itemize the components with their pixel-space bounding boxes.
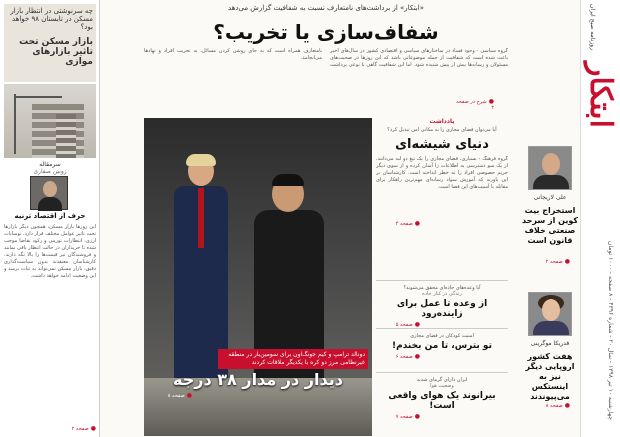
author-name: زوبین صفاری — [33, 168, 67, 175]
story-headline[interactable]: از وعده تا عمل برای زاینده‌رود — [396, 299, 488, 319]
story-item — [376, 328, 508, 361]
story-body: گروه فرهنگ - بسیاری، فضای مجازی را یک تیغ دو لبه می‌دانند. از یک سو دسترسی به اطلاعات را آسان کرده و از سوی دیگر حریم خصوصی افراد را به خطر انداخته است. کارشناسان بر این باورند که آموزش سواد رسانه‌ای مهم‌ترین راهکار برای مقابله با آسیب‌های این فضا است. — [376, 156, 508, 190]
inner-column — [376, 118, 508, 436]
newspaper-logo: ابتکار — [583, 62, 618, 128]
page-badge[interactable]: ● صفحه ۶ — [380, 353, 420, 361]
story-headline[interactable]: دنیای شیشه‌ای — [395, 137, 489, 152]
story-kicker: ایران دارای گرمای شدید — [416, 377, 468, 383]
mogherini-photo — [528, 292, 572, 336]
housing-story — [4, 4, 96, 82]
headline-instex[interactable]: هفت کشور اروپایی دیگر نیز به اینستکس می‌پیوندند — [525, 352, 575, 401]
page-badge[interactable]: ● صفحه ۸ — [530, 402, 570, 410]
top-story-kicker: «ابتکار» از برداشت‌های نامتعارف نسبت به شفافیت گزارش می‌دهد — [228, 4, 424, 12]
main-column — [104, 0, 514, 437]
page-badge[interactable]: ● صفحه ۸ — [152, 392, 192, 400]
top-story-body: گروه سیاسی - وجود فساد در ساختارهای سیاسی و اقتصادی کشور در سال‌های اخیر باعث شده است که شفافیت از جمله موضوعاتی باشد که این روزها در صحبت‌های مسئولان و رسانه‌ها بیش از پیش شنیده شود. اما این شفافیت گاهی با نوعی برداشت نامتعارف همراه است که به جای روشن کردن مسائل، به تخریب افراد و نهادها می‌انجامد. — [144, 48, 508, 68]
story-kicker: آیا وعده‌های جاده‌ای محقق می‌شوند؟ — [403, 285, 481, 291]
construction-photo — [4, 84, 96, 158]
headline-bitcoin[interactable]: استخراج بیت کوین از سرحد صنعتی خلاف قانون است — [521, 206, 579, 245]
page-badge[interactable]: ● صفحه ۵ — [380, 321, 420, 329]
person1-caption: علی لاریجانی — [533, 194, 567, 201]
photo-headline[interactable]: دیدار در مدار ۳۸ درجه — [173, 370, 343, 389]
column-headline[interactable]: حرف از اقتصاد ترنیه — [14, 212, 86, 220]
page-badge[interactable]: ● صفحه ۲ — [56, 425, 96, 433]
page-badge[interactable]: ● صفحه ۲ — [530, 258, 570, 266]
masthead — [580, 0, 620, 437]
column-body: این روزها بازار مسکن، همچون دیگر بازارها تحت تاثیر عوامل مختلف قرار دارد. نوسانات ارزی، انتظارات تورمی و رکود تقاضا موجب شده تا خریداران در حالت انتظار باقی بمانند و فروشندگان نیز قیمت‌ها را بالا نگه دارند. کارشناسان معتقدند بدون سیاست‌گذاری دقیق، بازار مسکن نمی‌تواند به ثبات برسد و این وضعیت ادامه خواهد داشت. — [4, 224, 96, 279]
column-label: سرمقاله — [39, 161, 61, 168]
logo-tagline: روزنامه صبح ایران — [589, 4, 596, 50]
photo-caption: دونالد ترامپ و کیم جونگ‌اون برای سومین‌بار در منطقه غیرنظامی مرز دو کره با یکدیگر ملاقات کردند — [218, 349, 368, 369]
housing-kicker: چه سرنوشتی در انتظار بازار مسکن در تابستان ۹۸ خواهد بود؟ — [10, 7, 93, 31]
larijani-photo — [528, 146, 572, 190]
story-item — [376, 280, 508, 329]
top-story — [144, 4, 508, 111]
news-column-left — [0, 0, 100, 437]
section-label: یادداشت — [429, 118, 455, 125]
story-headline[interactable]: بیرانوند یک هوای واقعی است! — [388, 391, 496, 411]
person2-caption: فدریکا موگرینی — [530, 340, 570, 347]
story-subkicker: زندگی در کنار جاده — [422, 291, 462, 297]
top-story-headline[interactable]: شفاف‌سازی یا تخریب؟ — [213, 20, 439, 44]
housing-headline[interactable]: بازار مسکن تحت تاثیر بازارهای موازی — [19, 37, 93, 67]
issue-info: چهارشنبه ۱۰ تیر ۱۳۹۸ - سال ۲۰ - شماره ۴۳۹۶ - ۸ صفحه - ۱۰۰۰ تومان — [607, 241, 614, 420]
story-subkicker: وضعیت هوا — [430, 383, 454, 389]
news-column-right — [520, 0, 580, 437]
lead-photo — [144, 118, 372, 436]
story-headline[interactable]: تو بترس، تا من بخندم! — [392, 341, 492, 351]
story-kicker: آیا می‌توان فضای مجازی را به مکانی امن تبدیل کرد؟ — [387, 127, 497, 133]
story-item — [376, 372, 508, 421]
page-badge[interactable]: ● شرح در صفحه ۲ — [454, 98, 494, 106]
author-photo — [30, 176, 68, 210]
story-kicker: امنیت کودکان در فضای مجازی — [410, 333, 474, 339]
page-badge[interactable]: ● صفحه ۷ — [380, 413, 420, 421]
page-badge[interactable]: ● صفحه ۴ — [380, 220, 420, 228]
